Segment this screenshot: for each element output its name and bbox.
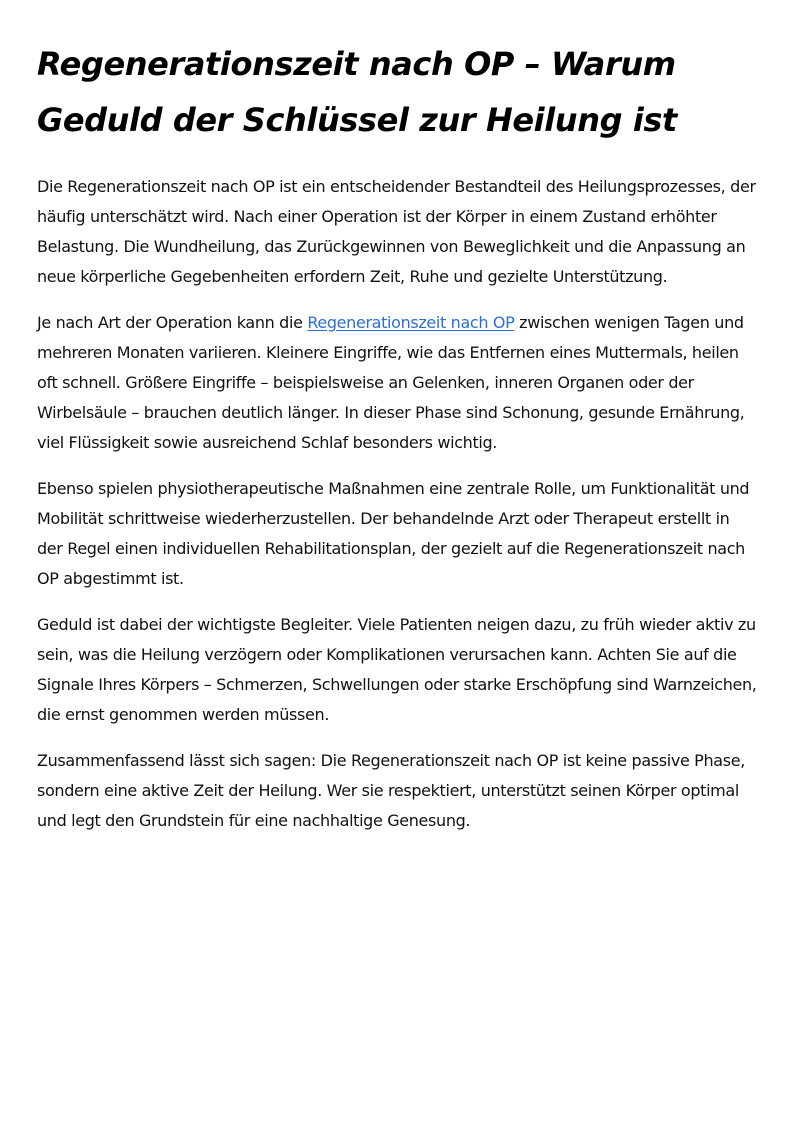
paragraph-summary: Zusammenfassend lässt sich sagen: Die Regenerationszeit nach OP ist keine passive Phase, sondern eine aktive Zeit der Heilung. Wer sie respektiert, unterstützt seinen Körper optimal und legt den Grundstein für eine nachhaltige Genesung. (37, 751, 745, 830)
paragraph-duration (37, 308, 759, 458)
paragraph-patience: Geduld ist dabei der wichtigste Begleiter. Viele Patienten neigen dazu, zu früh wieder aktiv zu sein, was die Heilung verzögern oder Komplikationen verursachen kann. Achten Sie auf die Signale Ihres Körpers – Schmerzen, Schwellungen oder starke Erschöpfung sind Warnzeichen, die ernst genommen werden müssen. (37, 615, 757, 724)
paragraph-physiotherapy: Ebenso spielen physiotherapeutische Maßnahmen eine zentrale Rolle, um Funktionalität und Mobilität schrittweise wiederherzustellen. Der behandelnde Arzt oder Therapeut erstellt in der Regel einen individuellen Rehabilitationsplan, der gezielt auf die Regenerationszeit nach OP abgestimmt ist. (37, 479, 750, 588)
paragraph-intro: Die Regenerationszeit nach OP ist ein entscheidender Bestandteil des Heilungsprozesses, der häufig unterschätzt wird. Nach einer Operation ist der Körper in einem Zustand erhöhter Belastung. Die Wundheilung, das Zurückgewinnen von Beweglichkeit und die Anpassung an neue körperliche Gegebenheiten erfordern Zeit, Ruhe und gezielte Unterstützung. (37, 177, 756, 286)
article (37, 36, 759, 852)
paragraph-duration-text-end: zwischen wenigen Tagen und mehreren Monaten variieren. Kleinere Eingriffe, wie das Entfernen eines Muttermals, heilen oft schnell. Größere Eingriffe – beispielsweise an Gelenken, inneren Organen oder der Wirbelsäule – brauchen deutlich länger. In dieser Phase sind Schonung, gesunde Ernährung, viel Flüssigkeit sowie ausreichend Schlaf besonders wichtig. (37, 313, 745, 452)
paragraph-duration-text-start: Je nach Art der Operation kann die (37, 313, 308, 332)
article-title: Regenerationszeit nach OP – Warum Geduld der Schlüssel zur Heilung ist (37, 45, 677, 139)
regenerationszeit-link[interactable]: Regenerationszeit nach OP (307, 313, 515, 332)
